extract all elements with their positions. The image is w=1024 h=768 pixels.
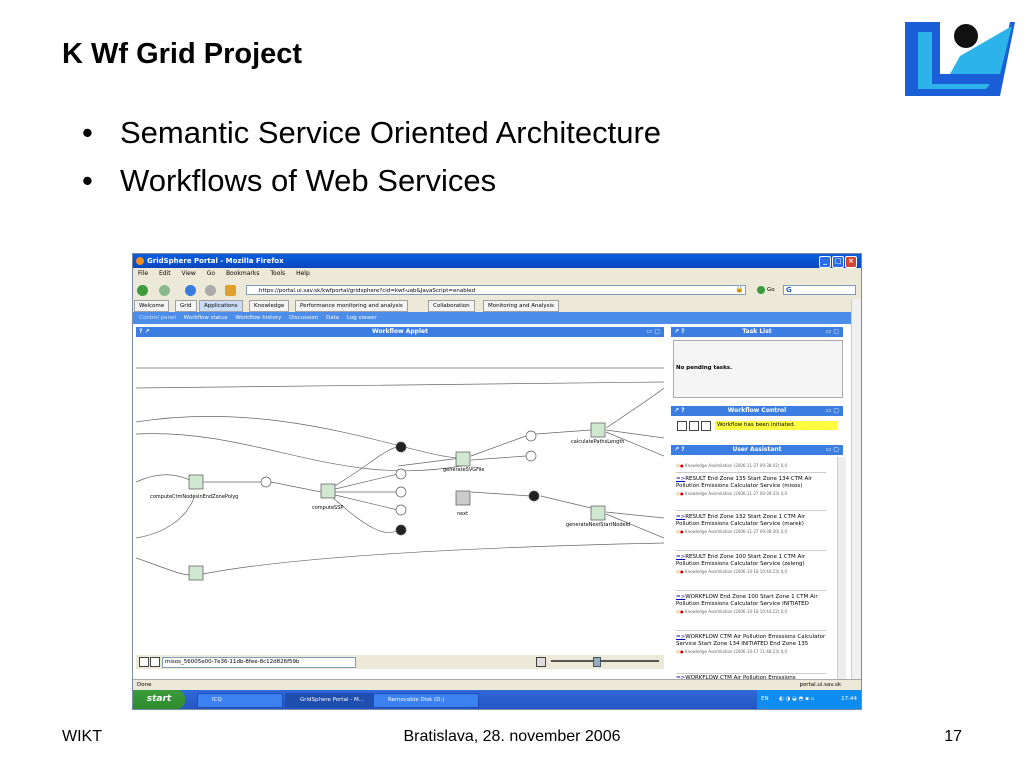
taskbar-gridsphere[interactable]: GridSphere Portal - M...: [285, 693, 377, 708]
pause-icon[interactable]: [689, 421, 699, 431]
taskbar-icq[interactable]: ICQ: [197, 693, 283, 708]
node-bottom: [189, 566, 203, 580]
list-item[interactable]: =>RESULT End Zone 132 Start Zone 1 CTM Air Pollution Emissions Calculator Service (marek) ☺● Knowledge Assimilation (2006-11-27 09:38:30) 0,0: [676, 514, 806, 534]
footer-left: WIKT: [62, 728, 102, 745]
slide-title: K Wf Grid Project: [62, 38, 303, 70]
bullet-glyph: •: [82, 115, 93, 150]
tray-icons[interactable]: ◐ ◑ ◒ ◓ ▪ ▫: [779, 696, 815, 702]
menu-bar: [133, 268, 861, 280]
workflow-control-title: Workflow Control: [727, 407, 787, 414]
item-text: WORKFLOW CTM Air Pollution Emissions Calculator Service Start Zone 134 INITIATED End Zone 135: [676, 634, 826, 647]
item-text: RESULT End Zone 135 Start Zone 134 CTM Air Pollution Emissions Calculator Service (misos): [676, 476, 813, 489]
item-score: 0,0: [780, 569, 787, 574]
menu-tools[interactable]: Tools: [270, 270, 286, 277]
google-icon: G: [786, 286, 792, 294]
stop-icon[interactable]: [205, 285, 216, 296]
subnav-workflow-status[interactable]: Workflow status: [183, 315, 228, 321]
window-controls-icon[interactable]: ▭ ▢: [825, 446, 839, 453]
list-item[interactable]: =>WORKFLOW End Zone 100 Start Zone 1 CTM Air Pollution Emissions Calculator Service INITIATED ☺● Knowledge Assimilation (2006-10-18 10:44:22) 0,0: [676, 594, 818, 614]
play-icon[interactable]: [677, 421, 687, 431]
workflow-applet-footer: [136, 655, 664, 669]
home-icon[interactable]: [225, 285, 236, 296]
user-assistant-header: [671, 445, 843, 455]
go-label[interactable]: Go: [767, 287, 775, 293]
item-meta: Knowledge Assimilation (2006-10-17 11:48:23): [684, 649, 780, 654]
node-generateSVGFile: [456, 452, 470, 466]
status-host: portal.ui.sav.sk: [799, 682, 841, 688]
nav-toolbar: [133, 281, 861, 299]
bullet-item: [82, 112, 661, 160]
forward-icon[interactable]: [159, 285, 170, 296]
node-label: calculatePathsLength: [571, 439, 625, 445]
reload-icon[interactable]: [185, 285, 196, 296]
subnav-log-viewer[interactable]: Log viewer: [346, 315, 377, 321]
workflow-graph[interactable]: [136, 338, 664, 654]
subnav-control-panel[interactable]: Control panel: [139, 315, 176, 321]
menu-go[interactable]: Go: [206, 270, 216, 277]
node-generateNextStartNodeId: [591, 506, 605, 520]
list-item[interactable]: =>RESULT End Zone 100 Start Zone 1 CTM Air Pollution Emissions Calculator Service (zeleng) ☺● Knowledge Assimilation (2006-10-18 10:44:23) 0,0: [676, 554, 806, 574]
zoom-icon[interactable]: [139, 657, 149, 667]
menu-help[interactable]: Help: [296, 270, 310, 277]
item-score: 0,0: [780, 529, 787, 534]
search-input[interactable]: [783, 285, 856, 295]
menu-edit[interactable]: Edit: [158, 270, 171, 277]
item-link[interactable]: =>: [676, 594, 686, 600]
sub-navigation: [133, 312, 851, 324]
item-text: RESULT End Zone 100 Start Zone 1 CTM Air Pollution Emissions Calculator Service (zeleng): [676, 554, 806, 567]
status-bar: [133, 679, 861, 690]
window-controls-icon[interactable]: ▭ ▢: [646, 328, 660, 335]
window-controls-icon[interactable]: ▭ ▢: [825, 407, 839, 414]
subnav-workflow-history[interactable]: Workflow history: [235, 315, 282, 321]
workflow-control-header: [671, 406, 843, 416]
tab-knowledge[interactable]: Knowledge: [249, 300, 289, 312]
node-label: generateNextStartNodeId: [566, 522, 631, 528]
node-label: computeCtmNodesInEndZonePolyg: [150, 494, 239, 500]
node-computeSSP: [321, 484, 335, 498]
subnav-discussion[interactable]: Discussion: [288, 315, 319, 321]
start-button[interactable]: start: [133, 690, 185, 709]
browser-screenshot: [132, 253, 862, 710]
page-scrollbar[interactable]: [851, 299, 862, 679]
tab-grid[interactable]: Grid: [175, 300, 197, 312]
tab-performance[interactable]: Performance monitoring and analysis: [295, 300, 408, 312]
portal-tabs: [133, 299, 861, 311]
subnav-data[interactable]: Data: [325, 315, 340, 321]
item-link[interactable]: =>: [676, 476, 686, 482]
stop-icon[interactable]: [701, 421, 711, 431]
close-icon[interactable]: ×: [845, 256, 857, 268]
help-icon[interactable]: ? ↗: [139, 328, 150, 335]
tab-welcome[interactable]: Welcome: [134, 300, 169, 312]
minimize-icon[interactable]: _: [819, 256, 831, 268]
bullet-text: Workflows of Web Services: [120, 163, 497, 198]
zoom-slider[interactable]: [551, 660, 659, 662]
item-meta: Knowledge Assimilation (2006-11-27 09:38:30): [684, 529, 780, 534]
save-icon[interactable]: [150, 657, 160, 667]
portal-content: [133, 324, 851, 679]
windows-taskbar: [133, 690, 861, 709]
node-computeCtmNodes: [189, 475, 203, 489]
user-assistant-title: User Assistant: [732, 446, 782, 453]
go-icon[interactable]: [757, 286, 765, 294]
workflow-instance-id[interactable]: misos_56005e00-7e36-11db-8fee-8c12d826f59b: [162, 657, 356, 668]
system-tray: [757, 690, 861, 709]
status-text: Done: [137, 682, 152, 688]
node-next: [456, 491, 470, 505]
menu-file[interactable]: File: [138, 270, 149, 277]
url-input[interactable]: https://portal.ui.sav.sk/kwfportal/gridsphere?cid=kwf-uab&JavaScript=enabled: [246, 285, 746, 295]
item-score: 0,0: [780, 609, 787, 614]
tab-collaboration[interactable]: Collaboration: [428, 300, 475, 312]
list-item[interactable]: =>WORKFLOW CTM Air Pollution Emissions Calculator Service Start Zone 134 INITIATED End Zone 135 ☺● Knowledge Assimilation (2006-10-17 11:48:23) 0,0: [676, 634, 826, 654]
tab-monitoring[interactable]: Monitoring and Analysis: [483, 300, 559, 312]
back-icon[interactable]: [137, 285, 148, 296]
user-assistant-scrollbar[interactable]: [837, 457, 846, 679]
node-label: computeSSP: [312, 505, 344, 511]
item-score: 0,0: [780, 649, 787, 654]
university-logo-icon: [900, 14, 1018, 110]
firefox-icon: [136, 257, 144, 265]
node-calculatePathsLength: [591, 423, 605, 437]
browser-title: GridSphere Portal - Mozilla Firefox: [147, 257, 284, 265]
task-list-body: [673, 340, 843, 398]
item-link[interactable]: =>: [676, 634, 686, 640]
menu-view[interactable]: View: [181, 270, 196, 277]
task-list-title: Task List: [742, 328, 772, 335]
bullet-list: [82, 112, 661, 208]
footer-page-number: 17: [944, 728, 962, 745]
item-text: WORKFLOW CTM Air Pollution Emissions: [685, 675, 796, 679]
workflow-applet-header: [136, 327, 664, 337]
workflow-control-body: [673, 418, 843, 436]
workflow-status-message: Workflow has been initiated.: [715, 421, 837, 430]
menu-bookmarks[interactable]: Bookmarks: [225, 270, 260, 277]
item-meta: Knowledge Assimilation (2006-11-27 09:38:42): [684, 463, 780, 468]
language-indicator[interactable]: EN: [761, 696, 769, 702]
item-link[interactable]: =>: [676, 675, 686, 679]
task-list-message: No pending tasks.: [676, 365, 733, 371]
bullet-text: Semantic Service Oriented Architecture: [120, 115, 662, 150]
node-label: generateSVGFile: [443, 467, 485, 473]
maximize-icon[interactable]: □: [832, 256, 844, 268]
item-score: 0,0: [780, 491, 787, 496]
item-link[interactable]: =>: [676, 554, 686, 560]
list-item: ☺● Knowledge Assimilation (2006-11-27 09:38:42) 0,0: [676, 463, 787, 468]
workflow-applet-title: Workflow Applet: [372, 328, 428, 335]
user-assistant-list: [673, 458, 833, 679]
lock-icon: 🔒: [735, 285, 744, 293]
item-link[interactable]: =>: [676, 514, 686, 520]
list-item[interactable]: =>RESULT End Zone 135 Start Zone 134 CTM Air Pollution Emissions Calculator Service (misos) ☺● Knowledge Assimilation (2006-11-27 09:39:33) 0,0: [676, 476, 813, 496]
browser-titlebar: [133, 254, 861, 268]
tab-applications[interactable]: Applications: [199, 300, 243, 312]
edit-icon[interactable]: ↗ ?: [674, 328, 685, 335]
item-meta: Knowledge Assimilation (2006-10-18 10:44:22): [684, 609, 780, 614]
item-score: 0,0: [780, 463, 787, 468]
edit-icon[interactable]: ↗ ?: [674, 407, 685, 414]
clock: 17:44: [841, 696, 857, 702]
zoom-slider-knob[interactable]: [593, 657, 601, 667]
edit-icon[interactable]: ↗ ?: [674, 446, 685, 453]
task-list-header: [671, 327, 843, 337]
item-meta: Knowledge Assimilation (2006-11-27 09:39:33): [684, 491, 780, 496]
item-text: WORKFLOW End Zone 100 Start Zone 1 CTM Air Pollution Emissions Calculator Service INITIATED: [676, 594, 818, 607]
grid-icon[interactable]: [536, 657, 546, 667]
bullet-item: [82, 160, 661, 208]
window-controls-icon[interactable]: ▭ ▢: [825, 328, 839, 335]
item-meta: Knowledge Assimilation (2006-10-18 10:44:23): [684, 569, 780, 574]
bullet-glyph: •: [82, 163, 93, 198]
footer-center: Bratislava, 28. november 2006: [403, 728, 621, 745]
item-text: RESULT End Zone 132 Start Zone 1 CTM Air Pollution Emissions Calculator Service (marek): [676, 514, 806, 527]
taskbar-removable-disk[interactable]: Removable Disk (D:): [373, 693, 479, 708]
node-label: next: [457, 511, 469, 517]
